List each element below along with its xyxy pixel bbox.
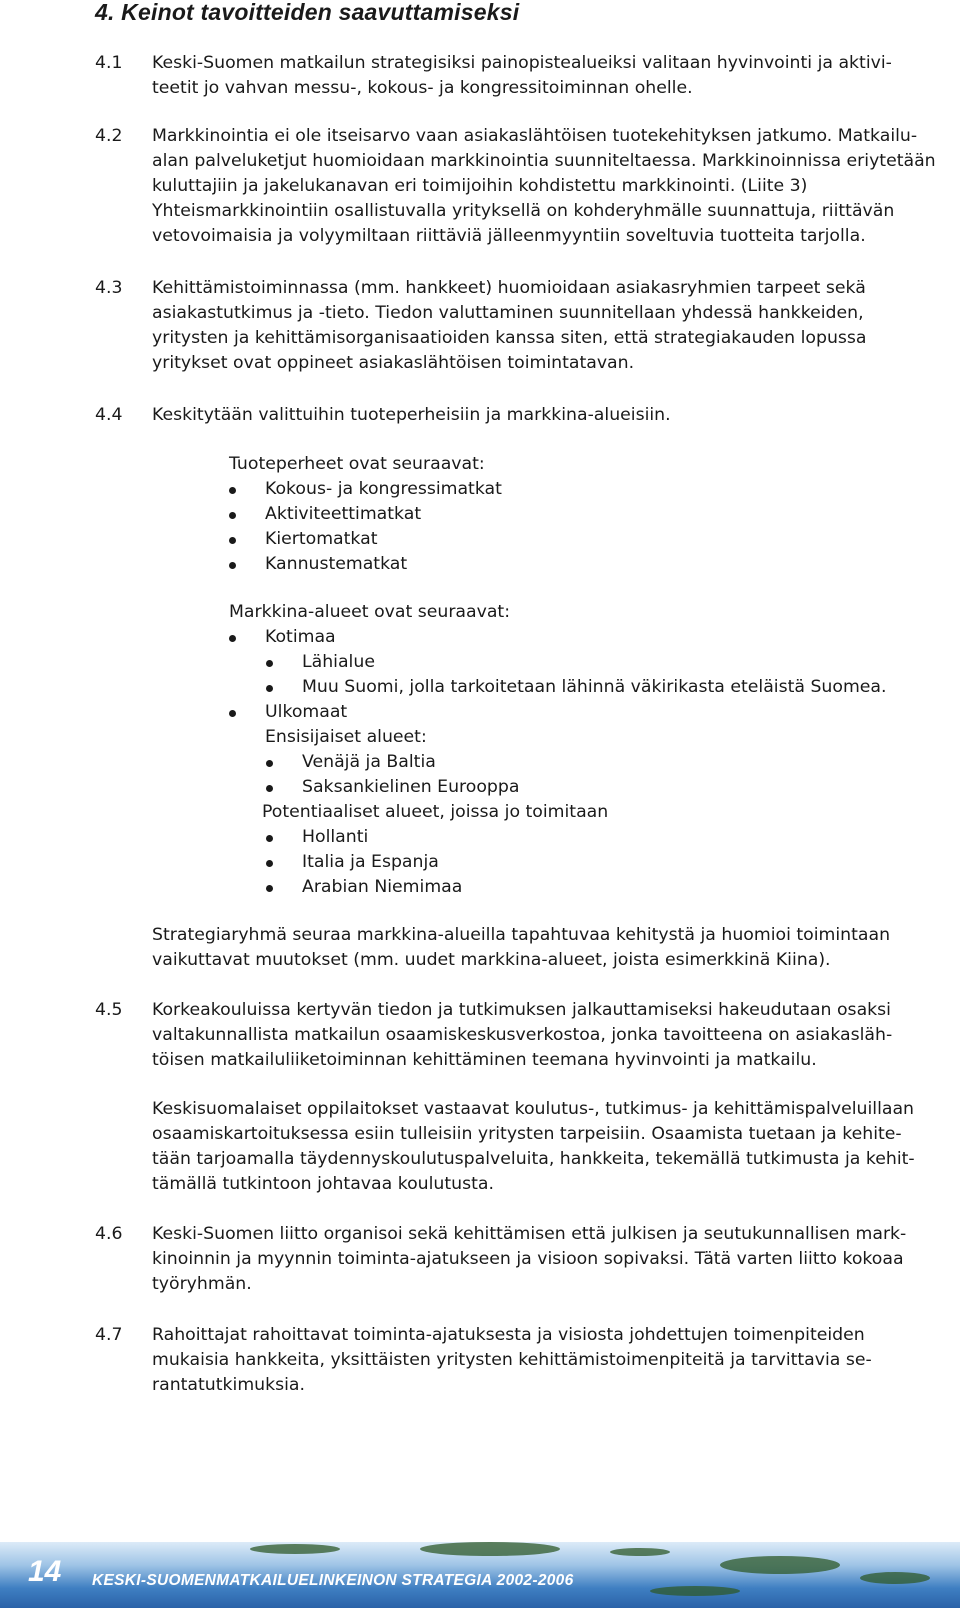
list-item: Kannustematkat xyxy=(265,554,408,574)
paragraph-line: työryhmän. xyxy=(152,1274,252,1294)
section-4-2 xyxy=(95,124,955,249)
bullet xyxy=(229,487,236,494)
list-item: Kiertomatkat xyxy=(265,529,378,549)
paragraph-line: töisen matkailuliiketoiminnan kehittäminen teemana hyvinvointi ja matkailu. xyxy=(152,1050,817,1070)
bullet xyxy=(266,860,273,867)
island-shape xyxy=(650,1586,740,1596)
island-shape xyxy=(250,1544,340,1554)
list-item: Ulkomaat xyxy=(265,702,348,722)
bullet xyxy=(229,710,236,717)
paragraph-line: Kehittämistoiminnassa (mm. hankkeet) huomioidaan asiakasryhmien tarpeet sekä xyxy=(152,278,866,298)
island-shape xyxy=(420,1542,560,1556)
island-shape xyxy=(860,1572,930,1584)
list-item: Saksankielinen Eurooppa xyxy=(302,777,520,797)
paragraph-line: teetit jo vahvan messu-, kokous- ja kongressitoiminnan ohelle. xyxy=(152,78,693,98)
bullet xyxy=(266,685,273,692)
list-subheading: Potentiaaliset alueet, joissa jo toimitaan xyxy=(262,802,609,822)
paragraph-line: mukaisia hankkeita, yksittäisten yritysten kehittämistoimenpiteitä ja tarvittavia se- xyxy=(152,1350,872,1370)
paragraph-line: valtakunnallista matkailun osaamiskeskusverkostoa, jonka tavoitteena on asiakasläh- xyxy=(152,1025,893,1045)
paragraph-line: Korkeakouluissa kertyvän tiedon ja tutkimuksen jalkauttamiseksi hakeudutaan osaksi xyxy=(152,1000,891,1020)
section-number: 4.4 xyxy=(95,405,123,425)
bullet xyxy=(266,660,273,667)
list-item: Hollanti xyxy=(302,827,369,847)
list-item: Lähialue xyxy=(302,652,375,672)
paragraph-line: Keski-Suomen liitto organisoi sekä kehittämisen että julkisen ja seutukunnallisen mark- xyxy=(152,1224,907,1244)
paragraph-line: kuluttajiin ja jakelukanavan eri toimijoihin kohdistettu markkinointi. (Liite 3) xyxy=(152,176,808,196)
section-number: 4.3 xyxy=(95,278,123,298)
paragraph-line: Keskitytään valittuihin tuoteperheisiin ja markkina-alueisiin. xyxy=(152,405,671,425)
section-4-1 xyxy=(95,51,955,101)
list-item: Arabian Niemimaa xyxy=(302,877,463,897)
section-number: 4.7 xyxy=(95,1325,123,1345)
list-item: Kotimaa xyxy=(265,627,336,647)
list-heading: Tuoteperheet ovat seuraavat: xyxy=(229,454,485,474)
section-number: 4.5 xyxy=(95,1000,123,1020)
list-item: Kokous- ja kongressimatkat xyxy=(265,479,502,499)
paragraph-line: osaamiskartoituksessa esiin tulleisiin yritysten tarpeisiin. Osaamista tuetaan ja kehite- xyxy=(152,1124,902,1144)
paragraph-line: tämällä tutkintoon johtavaa koulutusta. xyxy=(152,1174,494,1194)
paragraph-line: tään tarjoamalla täydennyskoulutuspalveluita, hankkeita, tekemällä tutkimusta ja kehit- xyxy=(152,1149,915,1169)
section-4-6 xyxy=(95,1222,955,1297)
page-title: 4. Keinot tavoitteiden saavuttamiseksi xyxy=(95,0,520,25)
list-item: Venäjä ja Baltia xyxy=(302,752,436,772)
paragraph-line: kinoinnin ja myynnin toiminta-ajatukseen ja visioon sopivaksi. Tätä varten liitto kokoaa xyxy=(152,1249,904,1269)
section-number: 4.6 xyxy=(95,1224,123,1244)
paragraph-line: Markkinointia ei ole itseisarvo vaan asiakaslähtöisen tuotekehityksen jatkumo. Matkailu- xyxy=(152,126,918,146)
paragraph-line: yritysten ja kehittämisorganisaatioiden kanssa siten, että strategiakauden lopussa xyxy=(152,328,867,348)
paragraph-line: Yhteismarkkinointiin osallistuvalla yrityksellä on kohderyhmälle suunnattuja, riittävän xyxy=(152,201,895,221)
section-4-4-note xyxy=(95,923,955,973)
paragraph-line: Keskisuomalaiset oppilaitokset vastaavat koulutus-, tutkimus- ja kehittämispalveluillaan xyxy=(152,1099,915,1119)
paragraph-line: asiakastutkimus ja -tieto. Tiedon valuttaminen suunnitellaan yhdessä hankkeiden, xyxy=(152,303,864,323)
section-number: 4.1 xyxy=(95,53,123,73)
paragraph-line: rantatutkimuksia. xyxy=(152,1375,306,1395)
bullet xyxy=(266,760,273,767)
bullet xyxy=(229,537,236,544)
list-item: Italia ja Espanja xyxy=(302,852,439,872)
bullet xyxy=(229,635,236,642)
footer-banner xyxy=(0,1542,960,1608)
bullet xyxy=(266,835,273,842)
paragraph-line: Keski-Suomen matkailun strategisiksi painopistealueiksi valitaan hyvinvointi ja aktivi- xyxy=(152,53,892,73)
section-4-4 xyxy=(95,403,955,428)
paragraph-line: vetovoimaisia ja volyymiltaan riittäviä jälleenmyyntiin soveltuvia tuotteita tarjolla. xyxy=(152,226,866,246)
paragraph-line: yritykset ovat oppineet asiakaslähtöisen toimintatavan. xyxy=(152,353,635,373)
list-subheading: Ensisijaiset alueet: xyxy=(265,727,427,747)
paragraph-line: Strategiaryhmä seuraa markkina-alueilla tapahtuvaa kehitystä ja huomioi toimintaan xyxy=(152,925,891,945)
section-4-5-continued xyxy=(95,1097,955,1197)
section-4-5 xyxy=(95,998,955,1073)
island-shape xyxy=(720,1556,840,1574)
section-4-7 xyxy=(95,1323,955,1398)
bullet xyxy=(266,785,273,792)
paragraph-line: vaikuttavat muutokset (mm. uudet markkina-alueet, joista esimerkkinä Kiina). xyxy=(152,950,831,970)
list-heading: Markkina-alueet ovat seuraavat: xyxy=(229,602,511,622)
island-shape xyxy=(610,1548,670,1556)
section-4-3 xyxy=(95,276,955,376)
bullet xyxy=(266,885,273,892)
bullet xyxy=(229,562,236,569)
paragraph-line: Rahoittajat rahoittavat toiminta-ajatuksesta ja visiosta johdettujen toimenpiteiden xyxy=(152,1325,865,1345)
footer-title: KESKI-SUOMENMATKAILUELINKEINON STRATEGIA 2002-2006 xyxy=(92,1572,574,1589)
bullet xyxy=(229,512,236,519)
paragraph-line: alan palveluketjut huomioidaan markkinointia suunniteltaessa. Markkinoinnissa eriytetään xyxy=(152,151,936,171)
page-number: 14 xyxy=(28,1555,62,1588)
list-item: Muu Suomi, jolla tarkoitetaan lähinnä väkirikasta eteläistä Suomea. xyxy=(302,677,887,697)
list-item: Aktiviteettimatkat xyxy=(265,504,422,524)
section-number: 4.2 xyxy=(95,126,123,146)
